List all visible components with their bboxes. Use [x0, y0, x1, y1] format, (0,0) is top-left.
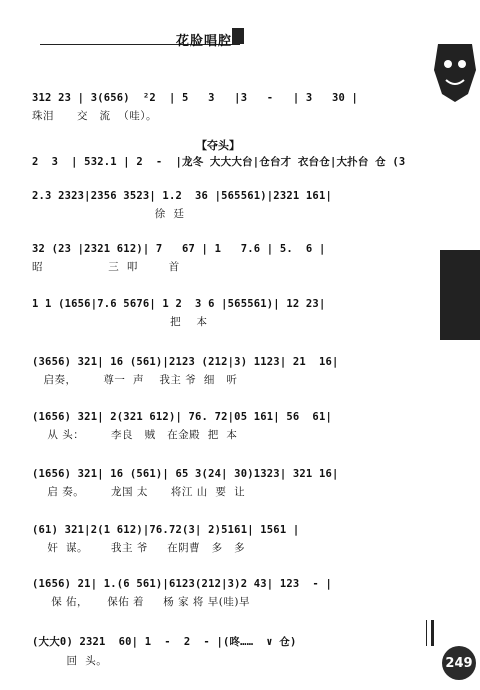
score-row-2 [32, 154, 432, 173]
page-number-badge [442, 646, 476, 680]
lyrics: 珠泪 交 流 （哇）。 [32, 110, 157, 122]
notes: (1656) 321| 16 (561)| 65 3(24| 30)1323| 321 16| [32, 468, 339, 480]
score-row-9 [32, 524, 432, 555]
notes: 1 1 (1656|7.6 5676| 1 2 3 6 |565561)| 12 23| [32, 298, 326, 310]
notes: 312 23 | 3(656) ²2 | 5 3 |3 - | 3 30 | [32, 92, 359, 104]
notes: (1656) 321| 2(321 612)| 76. 72|05 161| 56 61| [32, 411, 332, 423]
lyrics: 奸 谋。 我主 爷 在阴曹 多 多 [32, 542, 246, 554]
score-row-4 [32, 243, 432, 274]
side-decoration [440, 250, 480, 340]
score-row-5 [32, 298, 432, 329]
notes: 2 3 | 532.1 | 2 - |龙冬 大大大台|仓台才 衣台仓|大扑台 仓 (3 [32, 156, 406, 168]
notes: (61) 321|2(1 612)|76.72(3| 2)5161| 1561 | [32, 524, 300, 536]
score-row-6 [32, 356, 432, 387]
lyrics: 启 奏。 龙国 太 将江 山 要 让 [32, 486, 246, 498]
final-barline [426, 620, 434, 646]
notes: (大大0) 2321 60| 1 - 2 - |(咚…… ∨ 仓) [32, 636, 297, 648]
notes: 32 (23 |2321 612)| 7 67 | 1 7.6 | 5. 6 | [32, 243, 326, 255]
score-row-8 [32, 468, 432, 499]
notes: (3656) 321| 16 (561)|2123 (212|3) 1123| 21 16| [32, 356, 339, 368]
lyrics: 从 头： 李良 贼 在金殿 把 本 [32, 429, 238, 441]
lyrics: 回 头。 [32, 655, 108, 667]
header-block [232, 28, 244, 44]
lyrics: 把 本 [32, 316, 208, 328]
score-row-1 [32, 92, 432, 123]
score-row-11 [32, 634, 432, 668]
page-number: 249 [445, 655, 473, 671]
opera-mask-icon [432, 40, 478, 104]
score-row-10 [32, 578, 432, 609]
score-row-3 [32, 190, 432, 221]
header-title: 花脸唱腔 [176, 34, 233, 49]
section-label: 【夺头】 [196, 139, 240, 152]
notes: (1656) 21| 1.(6 561)|6123(212|3)2 43| 123 - | [32, 578, 332, 590]
lyrics: 昭 三 叩 首 [32, 261, 180, 273]
score-row-7 [32, 411, 432, 442]
lyrics: 徐 廷 [32, 208, 185, 220]
notes: 2.3 2323|2356 3523| 1.2 36 |565561)|2321 161| [32, 190, 332, 202]
lyrics: 启奏， 尊一 声 我主 爷 细 听 [32, 374, 238, 386]
lyrics: 保 佑， 保佑 着 杨 家 将 早(哇)早 [32, 596, 250, 608]
